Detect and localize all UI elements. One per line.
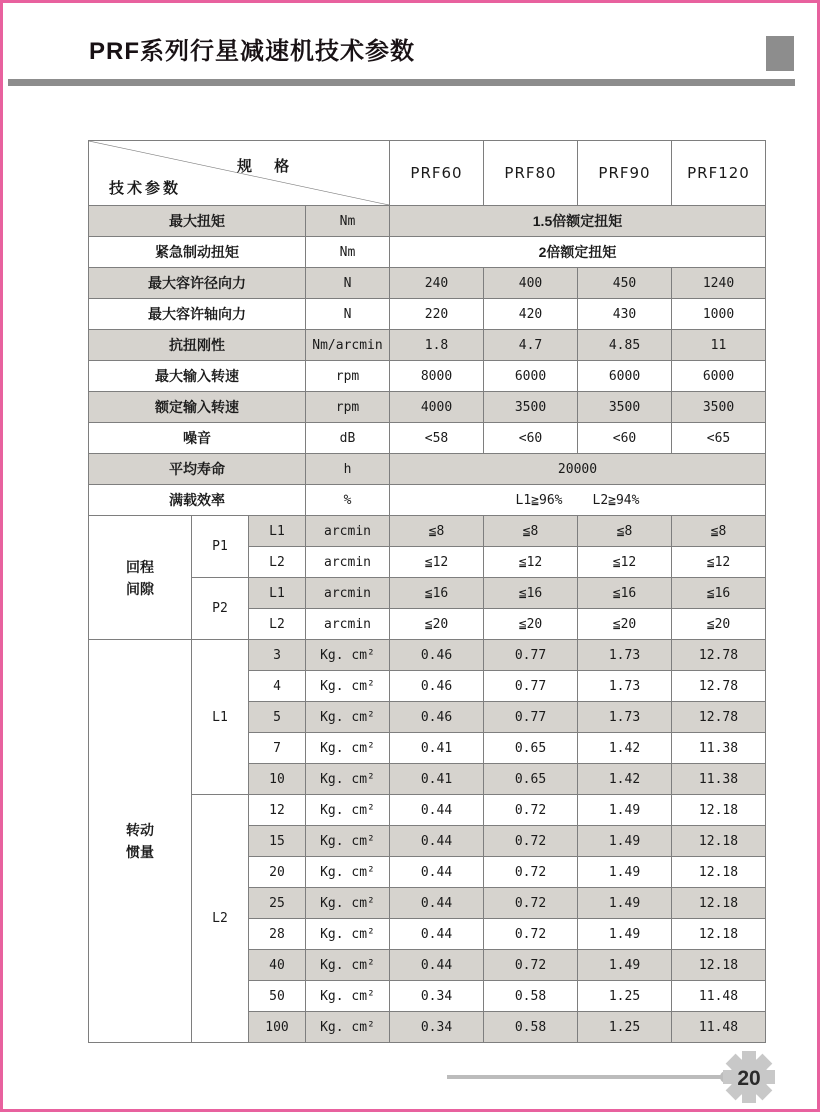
value-cell: 0.34 <box>390 1012 484 1043</box>
value-cell: 12.78 <box>672 702 766 733</box>
value-cell: 8000 <box>390 361 484 392</box>
value-cell: 3500 <box>672 392 766 423</box>
value-cell: 0.34 <box>390 981 484 1012</box>
value-cell: ≦8 <box>578 516 672 547</box>
unit-cell: % <box>306 485 390 516</box>
corner-spec-label: 规 格 <box>237 158 299 175</box>
unit-cell: h <box>306 454 390 485</box>
stage-cell: L2 <box>249 547 306 578</box>
ratio-cell: 10 <box>249 764 306 795</box>
header-deco-bar <box>8 79 795 86</box>
value-cell: ≦12 <box>578 547 672 578</box>
table-row <box>89 485 766 516</box>
span-value-cell: 2倍额定扭矩 <box>390 237 766 268</box>
unit-cell: arcmin <box>306 578 390 609</box>
value-cell: 12.78 <box>672 671 766 702</box>
span-value-cell <box>390 485 766 516</box>
unit-cell: N <box>306 299 390 330</box>
value-cell: 1.25 <box>578 1012 672 1043</box>
table-row <box>89 330 766 361</box>
value-cell: <60 <box>578 423 672 454</box>
table-row <box>89 454 766 485</box>
unit-cell: Kg. cm² <box>306 640 390 671</box>
value-cell: 12.18 <box>672 826 766 857</box>
value-cell: 0.72 <box>484 826 578 857</box>
stage-cell: L1 <box>192 640 249 795</box>
param-label: 满载效率 <box>89 485 306 516</box>
value-cell: 0.44 <box>390 857 484 888</box>
spec-table <box>88 140 766 1043</box>
value-cell: 1.49 <box>578 950 672 981</box>
param-label: 额定输入转速 <box>89 392 306 423</box>
value-cell: ≦16 <box>672 578 766 609</box>
span-value-cell: 1.5倍额定扭矩 <box>390 206 766 237</box>
param-label: 紧急制动扭矩 <box>89 237 306 268</box>
value-cell: 6000 <box>578 361 672 392</box>
value-cell: 0.46 <box>390 640 484 671</box>
value-cell: 0.44 <box>390 888 484 919</box>
span-value-cell: 20000 <box>390 454 766 485</box>
value-cell: 11.38 <box>672 733 766 764</box>
model-header: PRF90 <box>578 141 672 206</box>
value-cell: 4.7 <box>484 330 578 361</box>
stage-cell: L1 <box>249 578 306 609</box>
ratio-cell: 50 <box>249 981 306 1012</box>
value-cell: 3500 <box>484 392 578 423</box>
value-cell: 6000 <box>484 361 578 392</box>
value-cell: 0.58 <box>484 981 578 1012</box>
value-cell: ≦20 <box>578 609 672 640</box>
param-label: 抗扭刚性 <box>89 330 306 361</box>
value-cell: 240 <box>390 268 484 299</box>
value-cell: 0.44 <box>390 919 484 950</box>
value-cell: 1.73 <box>578 671 672 702</box>
value-cell: 1.42 <box>578 733 672 764</box>
unit-cell: rpm <box>306 392 390 423</box>
unit-cell: Kg. cm² <box>306 826 390 857</box>
value-cell: 0.72 <box>484 919 578 950</box>
value-cell: 12.18 <box>672 795 766 826</box>
value-cell: 0.65 <box>484 764 578 795</box>
unit-cell: Kg. cm² <box>306 764 390 795</box>
value-cell: 0.58 <box>484 1012 578 1043</box>
value-cell: ≦16 <box>484 578 578 609</box>
stage-cell: L1 <box>249 516 306 547</box>
value-cell: <65 <box>672 423 766 454</box>
value-cell: 0.77 <box>484 671 578 702</box>
value-cell: 1.49 <box>578 857 672 888</box>
value-cell: 0.41 <box>390 764 484 795</box>
value-cell: 0.72 <box>484 857 578 888</box>
value-cell: 11.48 <box>672 1012 766 1043</box>
table-row <box>89 640 766 671</box>
table-row <box>89 299 766 330</box>
ratio-cell: 5 <box>249 702 306 733</box>
value-cell: ≦8 <box>390 516 484 547</box>
efficiency-l2: L2≧94% <box>592 492 640 508</box>
value-cell: 11.48 <box>672 981 766 1012</box>
ratio-cell: 4 <box>249 671 306 702</box>
value-cell: ≦12 <box>390 547 484 578</box>
value-cell: 1.49 <box>578 826 672 857</box>
value-cell: 1.73 <box>578 702 672 733</box>
unit-cell: Kg. cm² <box>306 857 390 888</box>
value-cell: 1.49 <box>578 795 672 826</box>
unit-cell: Kg. cm² <box>306 919 390 950</box>
table-row <box>89 268 766 299</box>
value-cell: 1000 <box>672 299 766 330</box>
ratio-cell: 15 <box>249 826 306 857</box>
value-cell: 0.72 <box>484 950 578 981</box>
value-cell: 1.49 <box>578 919 672 950</box>
value-cell: ≦20 <box>484 609 578 640</box>
unit-cell: arcmin <box>306 609 390 640</box>
table-header-row <box>89 141 766 206</box>
param-label: 最大容许轴向力 <box>89 299 306 330</box>
value-cell: 0.46 <box>390 671 484 702</box>
unit-cell: Nm/arcmin <box>306 330 390 361</box>
grade-cell: P2 <box>192 578 249 640</box>
unit-cell: Kg. cm² <box>306 950 390 981</box>
value-cell: 12.78 <box>672 640 766 671</box>
value-cell: 11 <box>672 330 766 361</box>
table-row <box>89 361 766 392</box>
param-label: 最大扭矩 <box>89 206 306 237</box>
value-cell: ≦8 <box>484 516 578 547</box>
corner-param-label: 技术参数 <box>109 180 182 197</box>
diagonal-header-cell <box>89 141 390 206</box>
inertia-section-label: 转动 惯量 <box>89 640 192 1043</box>
ratio-cell: 12 <box>249 795 306 826</box>
unit-cell: N <box>306 268 390 299</box>
value-cell: <60 <box>484 423 578 454</box>
model-header: PRF60 <box>390 141 484 206</box>
unit-cell: rpm <box>306 361 390 392</box>
grade-cell: P1 <box>192 516 249 578</box>
value-cell: ≦16 <box>390 578 484 609</box>
ratio-cell: 25 <box>249 888 306 919</box>
ratio-cell: 20 <box>249 857 306 888</box>
value-cell: ≦16 <box>578 578 672 609</box>
ratio-cell: 3 <box>249 640 306 671</box>
value-cell: 1.42 <box>578 764 672 795</box>
unit-cell: Kg. cm² <box>306 702 390 733</box>
value-cell: 0.65 <box>484 733 578 764</box>
value-cell: 12.18 <box>672 919 766 950</box>
value-cell: 1.49 <box>578 888 672 919</box>
param-label: 噪音 <box>89 423 306 454</box>
value-cell: 450 <box>578 268 672 299</box>
page-title: PRF系列行星减速机技术参数 <box>89 38 415 65</box>
unit-cell: Nm <box>306 237 390 268</box>
table-row <box>89 423 766 454</box>
model-header: PRF80 <box>484 141 578 206</box>
value-cell: 0.72 <box>484 888 578 919</box>
page-number: 20 <box>737 1067 761 1090</box>
value-cell: 12.18 <box>672 950 766 981</box>
ratio-cell: 28 <box>249 919 306 950</box>
unit-cell: Kg. cm² <box>306 1012 390 1043</box>
table-row <box>89 392 766 423</box>
value-cell: 0.44 <box>390 826 484 857</box>
param-label: 平均寿命 <box>89 454 306 485</box>
model-header: PRF120 <box>672 141 766 206</box>
ratio-cell: 7 <box>249 733 306 764</box>
value-cell: 11.38 <box>672 764 766 795</box>
value-cell: 1.25 <box>578 981 672 1012</box>
value-cell: 1.73 <box>578 640 672 671</box>
value-cell: ≦12 <box>484 547 578 578</box>
value-cell: 0.46 <box>390 702 484 733</box>
ratio-cell: 100 <box>249 1012 306 1043</box>
value-cell: 4000 <box>390 392 484 423</box>
unit-cell: Kg. cm² <box>306 888 390 919</box>
value-cell: ≦20 <box>672 609 766 640</box>
value-cell: 220 <box>390 299 484 330</box>
value-cell: 0.77 <box>484 702 578 733</box>
param-label: 最大输入转速 <box>89 361 306 392</box>
header-deco-square <box>766 36 794 71</box>
table-row <box>89 516 766 547</box>
stage-cell: L2 <box>249 609 306 640</box>
value-cell: 0.72 <box>484 795 578 826</box>
efficiency-l1: L1≧96% <box>515 492 563 508</box>
value-cell: 420 <box>484 299 578 330</box>
unit-cell: Kg. cm² <box>306 795 390 826</box>
unit-cell: arcmin <box>306 516 390 547</box>
value-cell: 6000 <box>672 361 766 392</box>
unit-cell: Kg. cm² <box>306 671 390 702</box>
value-cell: 4.85 <box>578 330 672 361</box>
value-cell: ≦8 <box>672 516 766 547</box>
table-row <box>89 206 766 237</box>
efficiency-values <box>516 493 640 508</box>
value-cell: ≦20 <box>390 609 484 640</box>
value-cell: 400 <box>484 268 578 299</box>
value-cell: 12.18 <box>672 888 766 919</box>
value-cell: 3500 <box>578 392 672 423</box>
ratio-cell: 40 <box>249 950 306 981</box>
value-cell: ≦12 <box>672 547 766 578</box>
value-cell: <58 <box>390 423 484 454</box>
value-cell: 0.77 <box>484 640 578 671</box>
unit-cell: arcmin <box>306 547 390 578</box>
value-cell: 1.8 <box>390 330 484 361</box>
param-label: 最大容许径向力 <box>89 268 306 299</box>
stage-cell: L2 <box>192 795 249 1043</box>
value-cell: 0.44 <box>390 950 484 981</box>
value-cell: 0.41 <box>390 733 484 764</box>
value-cell: 430 <box>578 299 672 330</box>
unit-cell: Nm <box>306 206 390 237</box>
unit-cell: Kg. cm² <box>306 981 390 1012</box>
value-cell: 1240 <box>672 268 766 299</box>
unit-cell: Kg. cm² <box>306 733 390 764</box>
unit-cell: dB <box>306 423 390 454</box>
value-cell: 0.44 <box>390 795 484 826</box>
footer-decoration <box>441 1049 777 1105</box>
value-cell: 12.18 <box>672 857 766 888</box>
table-row <box>89 237 766 268</box>
backlash-section-label: 回程 间隙 <box>89 516 192 640</box>
